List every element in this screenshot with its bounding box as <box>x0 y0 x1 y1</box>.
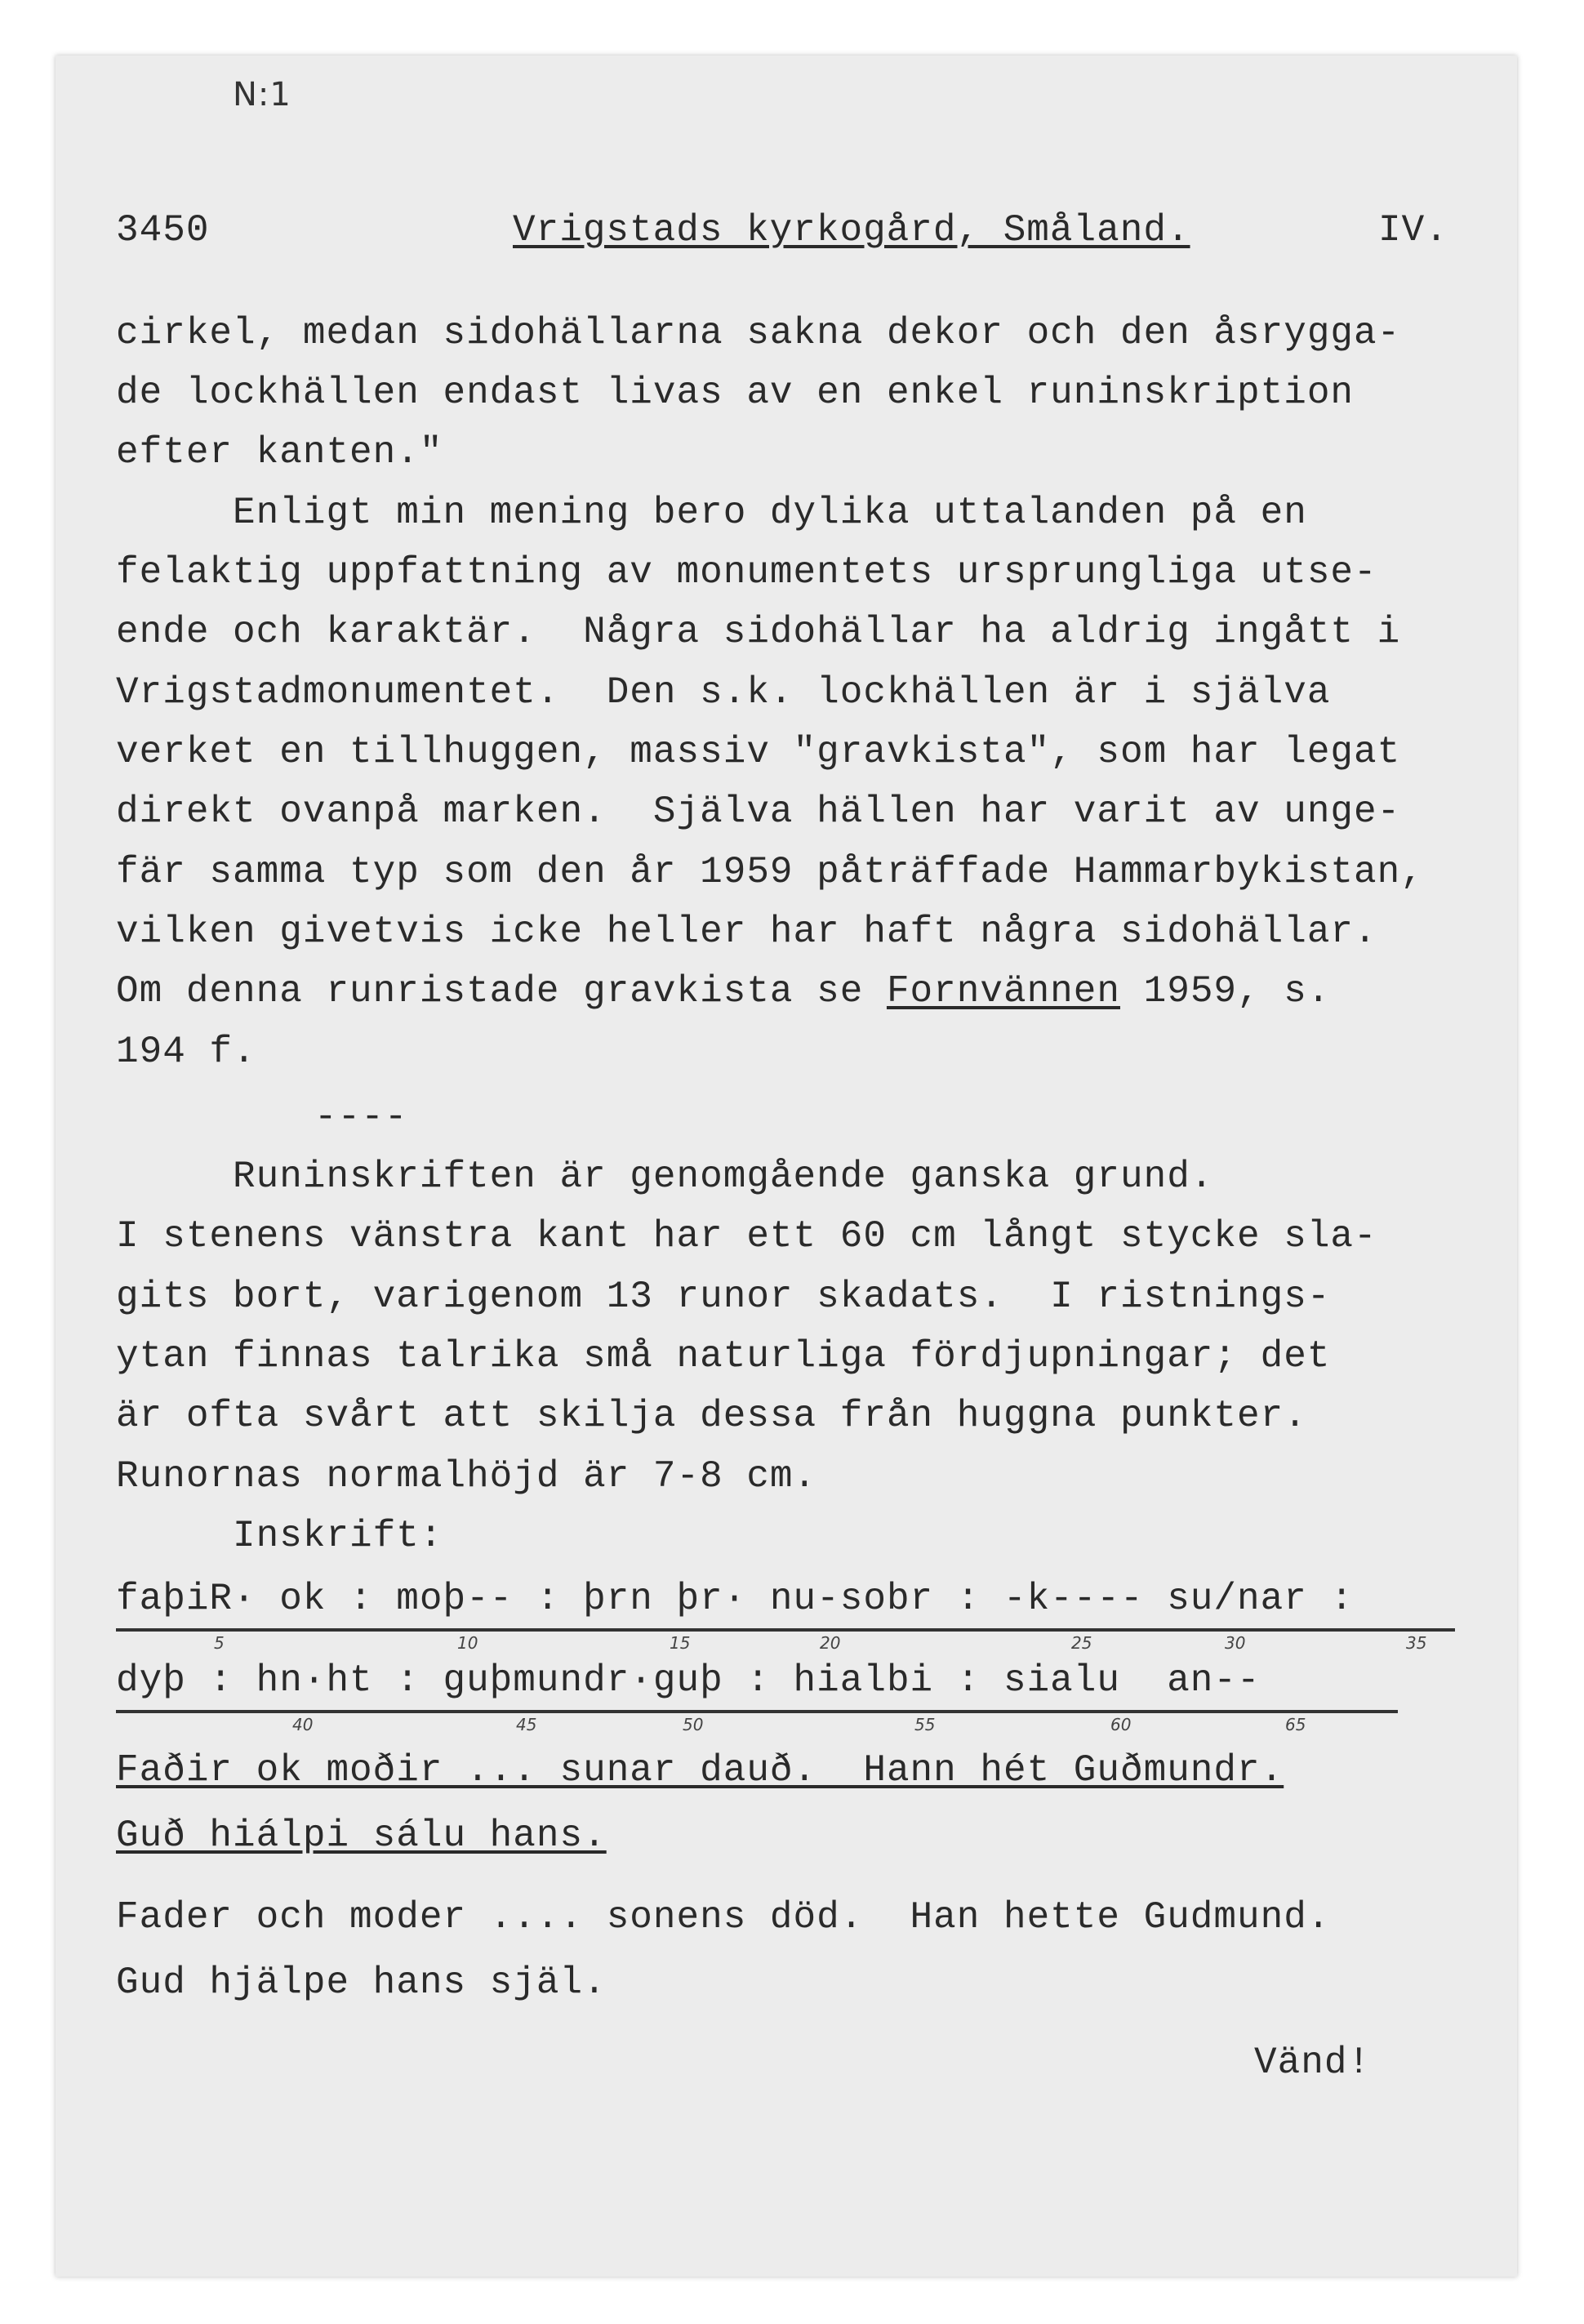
body-line: Inskrift: <box>116 1515 443 1557</box>
normalized-line: Guð hiálpi sálu hans. <box>116 1814 607 1857</box>
body-line: vilken givetvis icke heller har haft några sidohällar. <box>116 910 1377 953</box>
rune-count-10: 10 <box>457 1633 478 1653</box>
rune-count-50: 50 <box>683 1715 704 1734</box>
journal-reference: Fornvännen <box>886 970 1120 1013</box>
section-divider: ---- <box>314 1096 408 1138</box>
translation-line: Gud hjälpe hans själ. <box>116 1961 607 2004</box>
rune-count-25: 25 <box>1071 1633 1092 1653</box>
rune-count-40: 40 <box>292 1715 314 1734</box>
inscription-line-1: faþiR· ok : moþ-- : þrn þr· nu-sobr : -k---- su/nar : <box>116 1578 1355 1620</box>
body-line: direkt ovanpå marken. Själva hällen har varit av unge- <box>116 790 1401 833</box>
body-line: Vrigstadmonumentet. Den s.k. lockhällen är i själva <box>116 671 1331 714</box>
rune-count-65: 65 <box>1285 1715 1306 1734</box>
card-roman-numeral: IV. <box>1378 209 1448 252</box>
inscription-underline <box>116 1628 1455 1632</box>
body-line: felaktig uppfattning av monumentets ursprungliga utse- <box>116 551 1377 594</box>
inscription-underline <box>116 1710 1398 1713</box>
body-line: efter kanten." <box>116 431 443 474</box>
body-line: de lockhällen endast livas av en enkel runinskription <box>116 372 1355 414</box>
translation-line: Fader och moder .... sonens död. Han hette Gudmund. <box>116 1896 1331 1939</box>
body-line: Runornas normalhöjd är 7-8 cm. <box>116 1455 817 1498</box>
body-line: fär samma typ som den år 1959 påträffade Hammarbykistan, <box>116 851 1424 893</box>
rune-count-15: 15 <box>670 1633 691 1653</box>
body-text: 1959, s. <box>1120 970 1331 1013</box>
body-text: Om denna runristade gravkista se <box>116 970 887 1013</box>
rune-count-45: 45 <box>516 1715 537 1734</box>
body-line: I stenens vänstra kant har ett 60 cm långt stycke sla- <box>116 1215 1377 1258</box>
handwritten-reference: N:1 <box>233 76 291 114</box>
rune-count-20: 20 <box>820 1633 841 1653</box>
body-line: Runinskriften är genomgående ganska grund. <box>116 1155 1214 1198</box>
body-line: cirkel, medan sidohällarna sakna dekor och den åsrygga- <box>116 312 1401 354</box>
body-line: ende och karaktär. Några sidohällar ha aldrig ingått i <box>116 611 1401 653</box>
inscription-line-2: dyþ : hn·ht : guþmundr·guþ : hialbi : sialu an-- <box>116 1659 1261 1702</box>
card-number: 3450 <box>116 209 210 252</box>
body-line: Enligt min mening bero dylika uttalanden på en <box>116 492 1307 534</box>
body-line <box>116 968 1330 1014</box>
rune-count-35: 35 <box>1406 1633 1427 1653</box>
rune-count-55: 55 <box>914 1715 936 1734</box>
normalized-line: Faðir ok moðir ... sunar dauð. Hann hét Guðmundr. <box>116 1749 1284 1792</box>
body-line: verket en tillhuggen, massiv "gravkista", som har legat <box>116 731 1401 773</box>
body-line: 194 f. <box>116 1031 256 1073</box>
body-line: ytan finnas talrika små naturliga fördjupningar; det <box>116 1335 1331 1378</box>
turn-over-note: Vänd! <box>1254 2041 1372 2084</box>
body-line: gits bort, varigenom 13 runor skadats. I ristnings- <box>116 1276 1331 1318</box>
rune-count-5: 5 <box>214 1633 225 1653</box>
card-title: Vrigstads kyrkogård, Småland. <box>513 209 1190 252</box>
rune-count-60: 60 <box>1110 1715 1132 1734</box>
body-line: är ofta svårt att skilja dessa från huggna punkter. <box>116 1395 1307 1437</box>
rune-count-30: 30 <box>1225 1633 1246 1653</box>
